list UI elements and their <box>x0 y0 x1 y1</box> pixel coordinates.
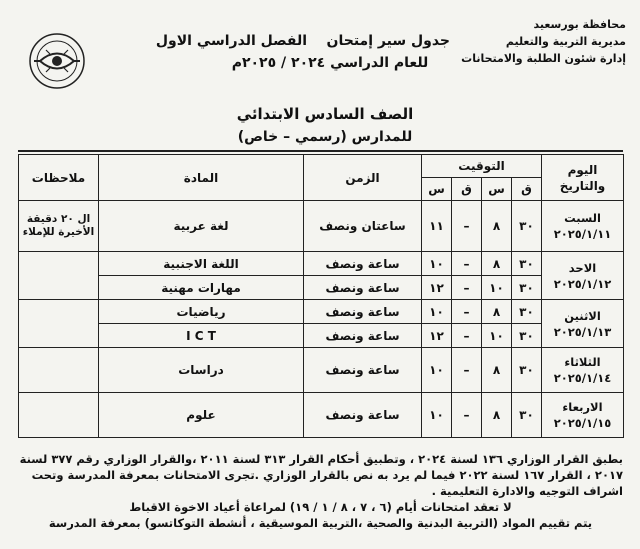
table-header-row <box>19 155 624 178</box>
subject: لغة عربية <box>99 201 304 252</box>
start-minutes: ٣٠ <box>512 324 542 348</box>
notes <box>19 252 99 300</box>
department-line: إدارة شئون الطلبة والامتحانات <box>461 52 626 65</box>
holiday-note: لا تعقد امتحانات أيام (٦ ، ٧ ، ٨ / ١ / ١٩) لمراعاة أعياد الاخوة الاقباط <box>129 500 512 514</box>
duration: ساعة ونصف <box>304 276 422 300</box>
end-hours-header: س <box>422 178 452 201</box>
subject: اللغة الاجنبية <box>99 252 304 276</box>
day-name: الاثنين <box>564 308 601 323</box>
start-minutes: ٣٠ <box>512 393 542 438</box>
start-minutes: ٣٠ <box>512 252 542 276</box>
schools-subheading: للمدارس (رسمي – خاص) <box>237 129 413 145</box>
heading-rule <box>18 150 623 152</box>
duration: ساعة ونصف <box>304 348 422 393</box>
end-hours: ١٠ <box>422 300 452 324</box>
governorate-line: محافظة بورسعيد <box>533 18 626 31</box>
duration: ساعة ونصف <box>304 252 422 276</box>
subject: علوم <box>99 393 304 438</box>
start-hours: ١٠ <box>482 276 512 300</box>
assessment-note: يتم تقييم المواد (التربية البدنية والصحية ،التربية الموسيقية ، أنشطة التوكاتسو) بمعرفة المدرسة <box>48 516 593 530</box>
start-hours: ١٠ <box>482 324 512 348</box>
day-name: الاربعاء <box>562 400 603 414</box>
end-minutes: – <box>452 324 482 348</box>
start-hours-header: س <box>482 178 512 201</box>
directorate-line: مديرية التربية والتعليم <box>505 35 626 48</box>
end-minutes: – <box>452 252 482 276</box>
day-cell <box>542 252 624 300</box>
end-minutes: – <box>452 348 482 393</box>
issuing-office <box>461 16 626 67</box>
end-hours: ١٢ <box>422 324 452 348</box>
start-minutes: ٣٠ <box>512 276 542 300</box>
grade-heading: الصف السادس الابتدائي <box>236 105 414 123</box>
date-header-label: والتاريخ <box>559 178 606 193</box>
footer-line-3: اشراف التوجيه والادارة التعليمية . <box>431 484 623 498</box>
end-hours: ١٠ <box>422 393 452 438</box>
start-minutes: ٣٠ <box>512 348 542 393</box>
start-minutes: ٣٠ <box>512 300 542 324</box>
end-minutes-header: ق <box>452 178 482 201</box>
subject: مهارات مهنية <box>99 276 304 300</box>
footer-line-2: ٢٠١٧ ، القرار ١٦٧ لسنة ٢٠٢٢ فيما لم يرد به نص بالقرار الوزاري .تجرى الامتحانات بمعرفة المدرسة وتحت <box>31 468 623 482</box>
end-hours: ١١ <box>422 201 452 252</box>
start-hours: ٨ <box>482 300 512 324</box>
notes <box>19 393 99 438</box>
subject-header: المادة <box>99 155 304 201</box>
table-row <box>19 201 624 252</box>
exam-date: ٢٠٢٥/١/١٣ <box>553 324 612 339</box>
exam-date: ٢٠٢٥/١/١٥ <box>553 416 612 430</box>
subject: رياضيات <box>99 300 304 324</box>
table-row <box>19 393 624 438</box>
notes <box>19 300 99 348</box>
table-row <box>19 276 624 300</box>
day-cell <box>542 201 624 252</box>
exam-date: ٢٠٢٥/١/١١ <box>553 227 612 241</box>
table-row <box>19 324 624 348</box>
start-minutes: ٣٠ <box>512 201 542 252</box>
end-hours: ١٠ <box>422 252 452 276</box>
start-minutes-header: ق <box>512 178 542 201</box>
day-name: السبت <box>564 211 601 225</box>
footer-line-1: بطبق القرار الوزاري ١٣٦ لسنة ٢٠٢٤ ، وتطبيق أحكام القرار ٣١٣ لسنة ٢٠١١ ،والقرار الوزاري رقم ٣٧٧ لسنة <box>19 452 623 466</box>
regulations-footer <box>18 451 623 531</box>
subject: I C T <box>99 324 304 348</box>
end-hours: ١٢ <box>422 276 452 300</box>
table-row <box>19 252 624 276</box>
title-line-1: جدول سير إمتحان الفصل الدراسي الاول <box>155 33 450 49</box>
day-name: الثلاثاء <box>564 355 601 369</box>
duration: ساعة ونصف <box>304 324 422 348</box>
day-cell <box>542 393 624 438</box>
timing-header: التوقيت <box>422 155 542 178</box>
day-cell <box>542 300 624 348</box>
day-date-header <box>542 155 624 201</box>
start-hours: ٨ <box>482 252 512 276</box>
duration: ساعتان ونصف <box>304 201 422 252</box>
start-hours: ٨ <box>482 348 512 393</box>
end-minutes: – <box>452 393 482 438</box>
exam-date: ٢٠٢٥/١/١٢ <box>553 276 612 291</box>
end-minutes: – <box>452 276 482 300</box>
title-line-2: للعام الدراسي ٢٠٢٤ / ٢٠٢٥م <box>231 55 429 71</box>
notes <box>19 348 99 393</box>
start-hours: ٨ <box>482 393 512 438</box>
end-minutes: – <box>452 300 482 324</box>
notes: ال ٢٠ دقيقة الأخيرة للإملاء <box>19 201 99 252</box>
subject: دراسات <box>99 348 304 393</box>
day-header-label: اليوم <box>567 162 598 177</box>
duration: ساعة ونصف <box>304 300 422 324</box>
duration-header: الزمن <box>304 155 422 201</box>
end-minutes: – <box>452 201 482 252</box>
duration: ساعة ونصف <box>304 393 422 438</box>
day-cell <box>542 348 624 393</box>
notes-header: ملاحظات <box>19 155 99 201</box>
start-hours: ٨ <box>482 201 512 252</box>
document-title <box>155 30 450 74</box>
ministry-logo-icon <box>26 30 88 92</box>
end-hours: ١٠ <box>422 348 452 393</box>
table-row <box>19 348 624 393</box>
schedule-table <box>18 154 624 438</box>
table-row <box>19 300 624 324</box>
day-name: الاحد <box>568 260 597 275</box>
exam-date: ٢٠٢٥/١/١٤ <box>553 371 612 385</box>
